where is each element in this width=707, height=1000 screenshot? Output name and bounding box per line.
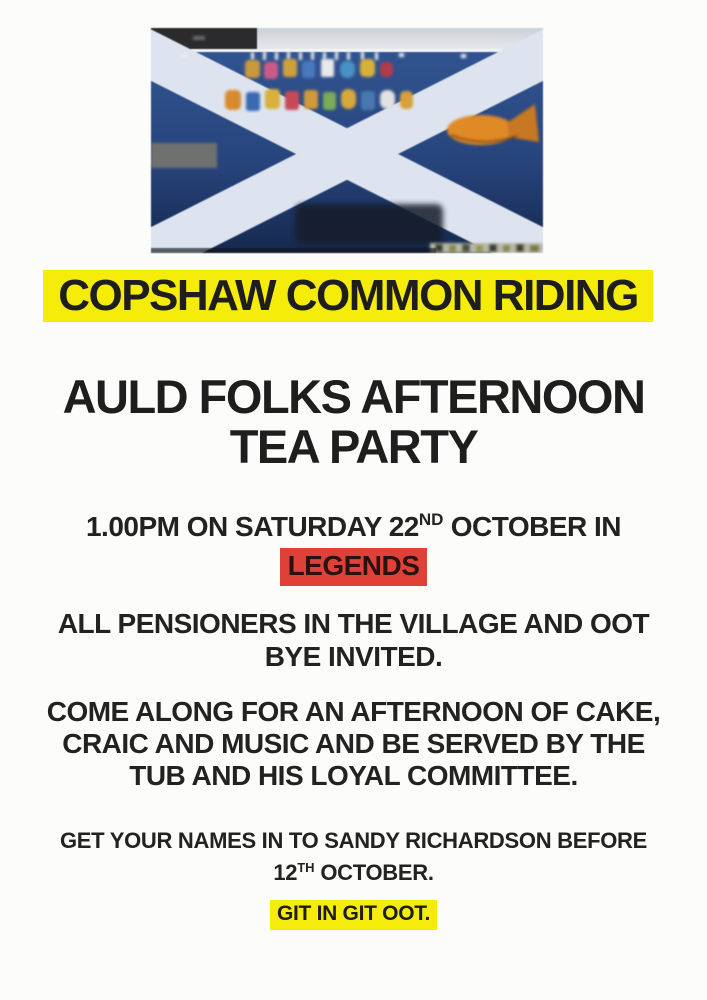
- description-line2: CRAIC AND MUSIC AND BE SERVED BY THE: [62, 728, 645, 759]
- event-datetime: [0, 502, 707, 586]
- datetime-prefix: 1.00PM ON SATURDAY 22: [85, 511, 419, 542]
- footer-line: [0, 900, 707, 930]
- event-name-line1: AULD FOLKS AFTERNOON: [62, 370, 645, 423]
- event-name-line2: TEA PARTY: [229, 420, 478, 473]
- rsvp-date-ordinal: TH: [297, 860, 315, 875]
- saltire-flag-image: [151, 28, 543, 253]
- rsvp-text: [0, 827, 707, 886]
- datetime-suffix: OCTOBER IN: [443, 511, 621, 542]
- venue-highlight: LEGENDS: [280, 548, 428, 586]
- event-name: [0, 372, 707, 472]
- rsvp-date-suffix: OCTOBER.: [314, 860, 434, 885]
- date-ordinal: ND: [418, 510, 444, 529]
- description-line1: COME ALONG FOR AN AFTERNOON OF CAKE,: [46, 696, 661, 727]
- rsvp-line1: GET YOUR NAMES IN TO SANDY RICHARDSON BEFORE: [60, 828, 647, 853]
- invitation-line2: BYE INVITED.: [264, 641, 443, 672]
- description-line3: TUB AND HIS LOYAL COMMITTEE.: [129, 760, 578, 791]
- flyer-title: COPSHAW COMMON RIDING: [58, 271, 638, 320]
- event-description: [0, 696, 707, 792]
- saltire-flag-photo: [151, 28, 543, 253]
- venue-line: [0, 548, 707, 586]
- invitation-line1: ALL PENSIONERS IN THE VILLAGE AND OOT: [57, 608, 650, 639]
- rsvp-line2: [0, 854, 707, 886]
- rsvp-date-number: 12: [273, 860, 298, 885]
- footer-slogan-highlight: GIT IN GIT OOT.: [270, 900, 437, 930]
- event-datetime-line: [0, 502, 707, 544]
- invitation-text: [0, 607, 707, 673]
- title-highlight-bar: [43, 270, 653, 322]
